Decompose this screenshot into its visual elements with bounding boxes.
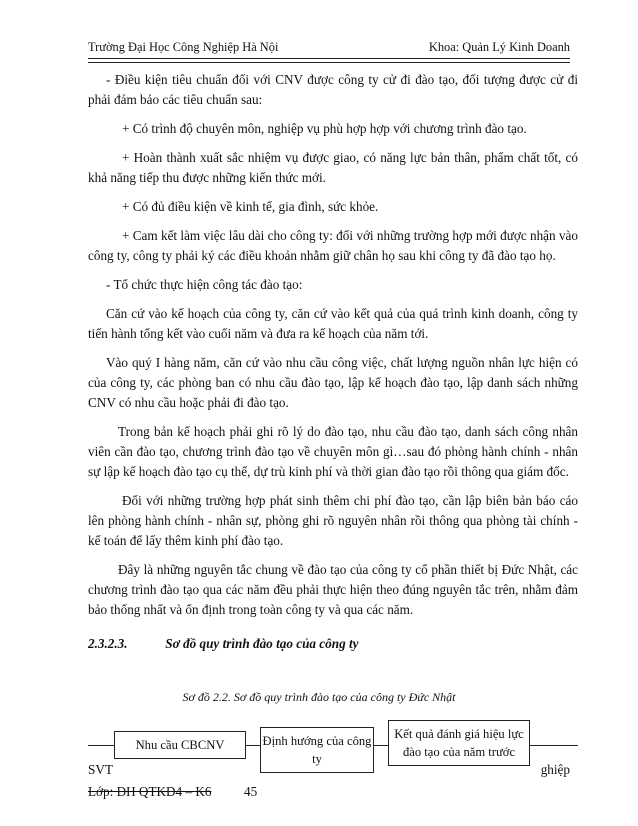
box-previous-year-results: Kết quả đánh giá hiệu lực đào tạo của năm trước [388, 720, 530, 766]
diagram-caption: Sơ đồ 2.2. Sơ đồ quy trình đào tạo của công ty Đức Nhật [182, 690, 456, 704]
section-number: 2.3.2.3. [88, 636, 128, 651]
paragraph: Trong bản kế hoạch phải ghi rõ lý do đào tạo, nhu cầu đào tạo, danh sách công nhân viên cần đào tạo, chương trình đào tạo về chuyên môn gì…sau đó phòng hành chính - nhân sự lập kế hoạch đào tạo cụ thể, dự trù kinh phí và thời gian đào tạo rồi thông qua giám đốc. [88, 424, 578, 479]
paragraph: Căn cứ vào kế hoạch của công ty, căn cứ vào kết quả của quá trình kinh doanh, công ty tiến hành tổng kết vào cuối năm và đưa ra kế hoạch của năm tới. [88, 306, 578, 341]
paragraph: - Điều kiện tiêu chuẩn đối với CNV được công ty cử đi đào tạo, đối tượng được cử đi phải đảm bảo các tiêu chuẩn sau: [88, 72, 578, 107]
header-rule [88, 58, 570, 63]
paragraph: + Cam kết làm việc lâu dài cho công ty: đối với những trường hợp mới được nhận vào công ty, công ty phải ký các điều khoản nhằm giữ chân họ sau khi công ty đã đào tạo họ. [88, 228, 578, 263]
paragraph: Đây là những nguyên tắc chung về đào tạo của công ty cổ phần thiết bị Đức Nhật, các chương trình đào tạo qua các năm đều phải thực hiện theo đúng nguyên tắc trên, nhằm đảm bảo thống nhất và ổn định trong toàn công ty và qua các năm. [88, 562, 578, 617]
paragraph: + Có đủ điều kiện về kinh tế, gia đình, sức khỏe. [122, 199, 379, 214]
paragraph: + Có trình độ chuyên môn, nghiệp vụ phù hợp hợp với chương trình đào tạo. [122, 121, 527, 136]
paragraph: + Hoàn thành xuất sắc nhiệm vụ được giao, có năng lực bản thân, phẩm chất tốt, có khả năng tiếp thu được những kiến thức mới. [88, 150, 578, 185]
paragraph: - Tổ chức thực hiện công tác đào tạo: [106, 277, 303, 292]
footer-project: ghiệp [540, 762, 570, 777]
footer-student: SVT [88, 762, 113, 777]
header-school: Trường Đại Học Công Nghiệp Hà Nội [88, 40, 279, 54]
document-body [88, 70, 578, 629]
box-employee-needs: Nhu cầu CBCNV [114, 731, 246, 759]
section-title: Sơ đồ quy trình đào tạo của công ty [165, 636, 359, 651]
header-faculty: Khoa: Quản Lý Kinh Doanh [428, 40, 570, 54]
box-company-direction: Định hướng của công ty [260, 727, 374, 773]
paragraph: Vào quý I hàng năm, căn cứ vào nhu cầu công việc, chất lượng nguồn nhân lực hiện có của công ty, các phòng ban có nhu cầu đào tạo, lập kế hoạch đào tạo, lập danh sách những CNV có nhu cầu hoặc phải đi đào tạo. [88, 355, 578, 410]
page-number: 45 [244, 784, 258, 799]
page-header [88, 40, 570, 55]
footer-class: Lớp: ĐH QTKD4 – K6 [88, 784, 212, 799]
section-heading [88, 636, 359, 652]
paragraph: Đối với những trường hợp phát sinh thêm chi phí đào tạo, cần lập biên bản báo cáo lên phòng hành chính - nhân sự, phòng ghi rõ nguyên nhân rồi thông qua phòng tài chính - kế toán để lấy thêm kinh phí đào tạo. [88, 493, 578, 548]
